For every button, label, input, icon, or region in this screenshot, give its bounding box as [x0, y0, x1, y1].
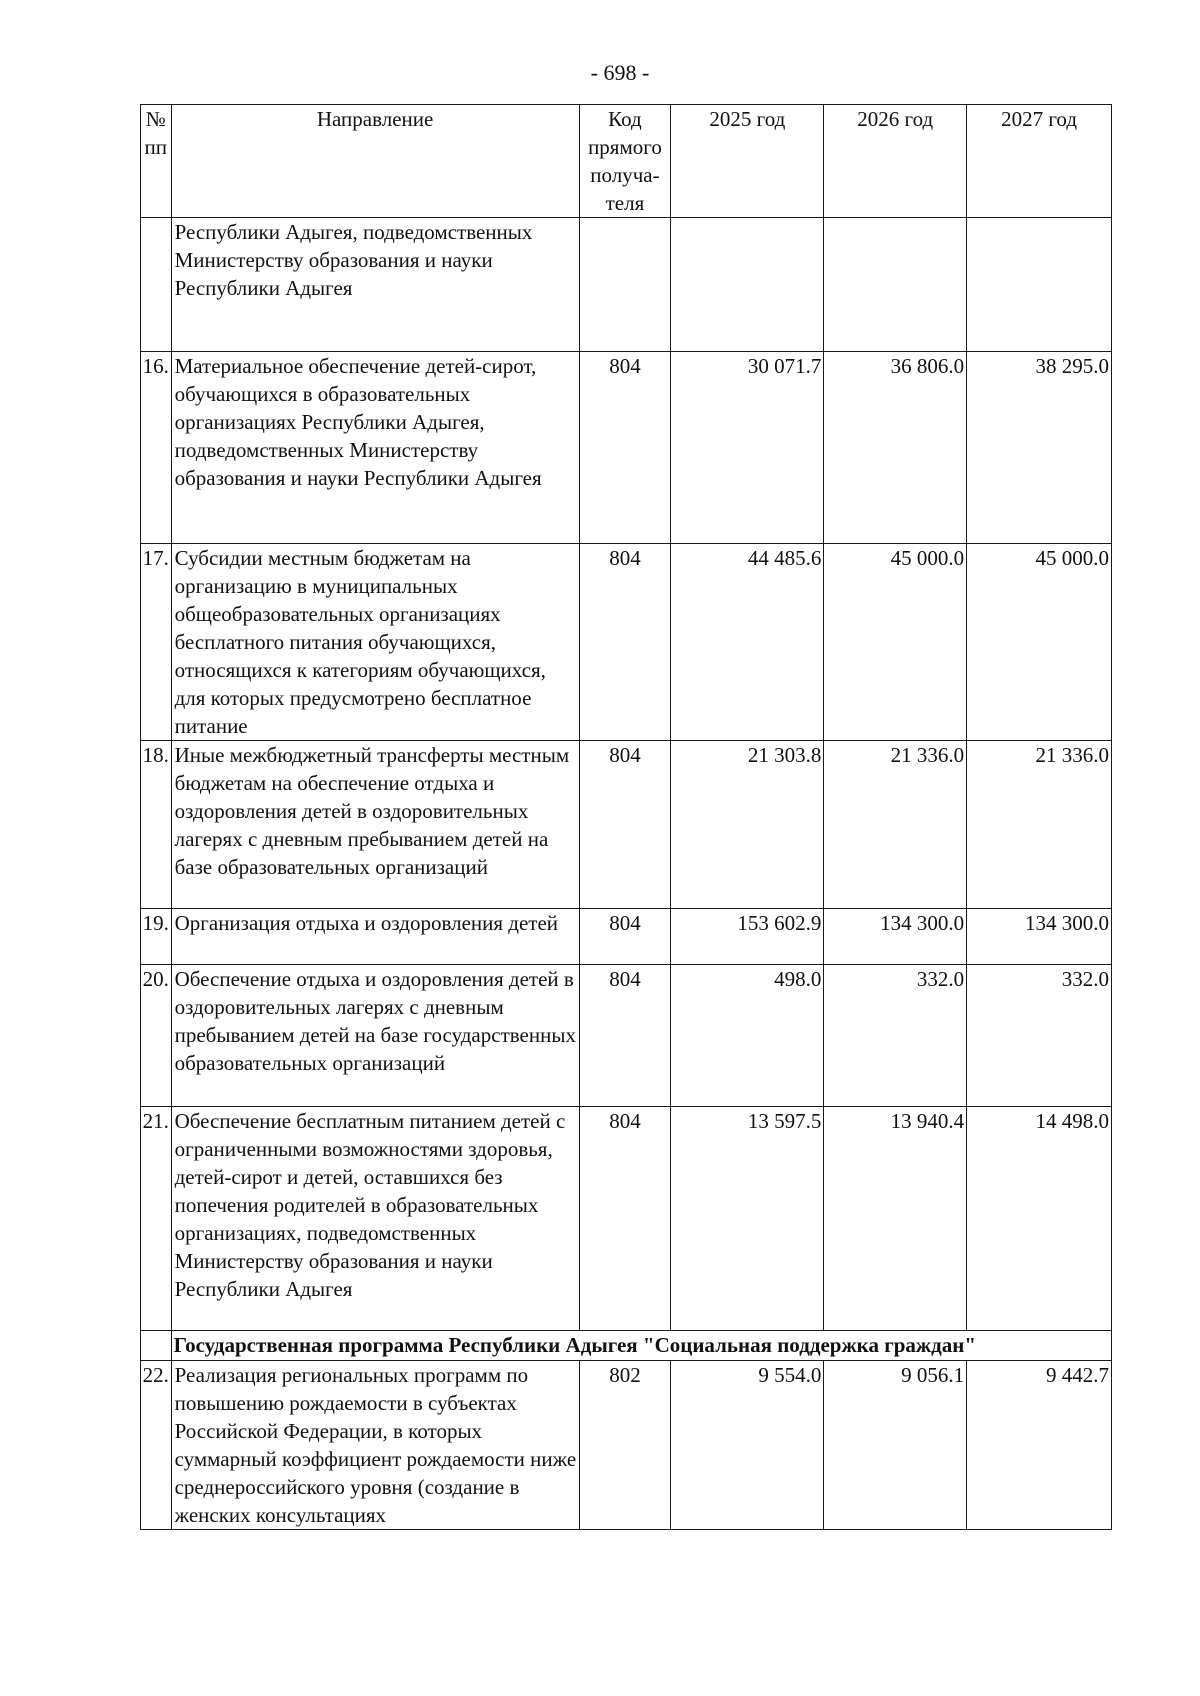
cell-direction: Реализация региональных программ по повышению рождаемости в субъектах Российской Федерации, в которых суммарный коэффициент рождаемости ниже среднероссийского уровня (создание в женских консультациях [171, 1361, 579, 1530]
cell-code: 804 [579, 741, 671, 909]
cell-num: 20. [141, 965, 172, 1107]
cell-2027: 134 300.0 [967, 909, 1112, 965]
cell-num: 21. [141, 1107, 172, 1331]
cell-2025: 9 554.0 [671, 1361, 824, 1530]
table-row [141, 1361, 1112, 1530]
cell-direction: Республики Адыгея, подведомственных Министерству образования и науки Республики Адыгея [171, 218, 579, 352]
header-2026: 2026 год [824, 105, 967, 218]
table-row [141, 544, 1112, 741]
header-2027: 2027 год [967, 105, 1112, 218]
header-2025: 2025 год [671, 105, 824, 218]
cell-code: 804 [579, 544, 671, 741]
cell-2026: 45 000.0 [824, 544, 967, 741]
cell-code: 804 [579, 965, 671, 1107]
cell-2027: 9 442.7 [967, 1361, 1112, 1530]
table-row [141, 965, 1112, 1107]
cell-direction: Материальное обеспечение детей-сирот, обучающихся в образовательных организациях Республики Адыгея, подведомственных Министерству образования и науки Республики Адыгея [171, 352, 579, 544]
cell-code: 804 [579, 909, 671, 965]
header-code: Код прямого получа-теля [579, 105, 671, 218]
cell-num: 19. [141, 909, 172, 965]
cell-2027 [967, 218, 1112, 352]
program-title-row [141, 1331, 1112, 1361]
budget-table [140, 104, 1112, 1530]
table-row [141, 909, 1112, 965]
cell-code: 804 [579, 352, 671, 544]
cell-num [141, 218, 172, 352]
cell-2025 [671, 218, 824, 352]
cell-2025: 153 602.9 [671, 909, 824, 965]
cell-2026: 36 806.0 [824, 352, 967, 544]
table-row-continuation [141, 218, 1112, 352]
cell-2027: 38 295.0 [967, 352, 1112, 544]
cell-direction: Организация отдыха и оздоровления детей [171, 909, 579, 965]
cell-2027: 45 000.0 [967, 544, 1112, 741]
cell-2025: 13 597.5 [671, 1107, 824, 1331]
program-empty-cell [141, 1331, 172, 1361]
table-row [141, 741, 1112, 909]
cell-code [579, 218, 671, 352]
cell-2026: 332.0 [824, 965, 967, 1107]
cell-code: 802 [579, 1361, 671, 1530]
cell-num: 16. [141, 352, 172, 544]
cell-direction: Иные межбюджетный трансферты местным бюджетам на обеспечение отдыха и оздоровления детей в оздоровительных лагерях с дневным пребыванием детей на базе образовательных организаций [171, 741, 579, 909]
cell-2025: 498.0 [671, 965, 824, 1107]
page-number: - 698 - [590, 60, 650, 85]
header-direction: Направление [171, 105, 579, 218]
cell-2026: 9 056.1 [824, 1361, 967, 1530]
table-row [141, 352, 1112, 544]
cell-2025: 30 071.7 [671, 352, 824, 544]
header-num: № пп [141, 105, 172, 218]
cell-direction: Обеспечение отдыха и оздоровления детей в оздоровительных лагерях с дневным пребыванием детей на базе государственных образовательных организаций [171, 965, 579, 1107]
cell-2027: 21 336.0 [967, 741, 1112, 909]
cell-2027: 332.0 [967, 965, 1112, 1107]
cell-num: 22. [141, 1361, 172, 1530]
table-row [141, 1107, 1112, 1331]
cell-2025: 21 303.8 [671, 741, 824, 909]
cell-num: 17. [141, 544, 172, 741]
cell-2026: 134 300.0 [824, 909, 967, 965]
cell-direction: Субсидии местным бюджетам на организацию в муниципальных общеобразовательных организациях бесплатного питания обучающихся, относящихся к категориям обучающихся, для которых предусмотрено бесплатное питание [171, 544, 579, 741]
cell-code: 804 [579, 1107, 671, 1331]
cell-2026 [824, 218, 967, 352]
cell-num: 18. [141, 741, 172, 909]
cell-direction: Обеспечение бесплатным питанием детей с ограниченными возможностями здоровья, детей-сирот и детей, оставшихся без попечения родителей в образовательных организациях, подведомственных Министерству образования и науки Республики Адыгея [171, 1107, 579, 1331]
cell-2025: 44 485.6 [671, 544, 824, 741]
cell-2027: 14 498.0 [967, 1107, 1112, 1331]
program-title: Государственная программа Республики Адыгея "Социальная поддержка граждан" [171, 1331, 1111, 1361]
cell-2026: 13 940.4 [824, 1107, 967, 1331]
table-header-row [141, 105, 1112, 218]
cell-2026: 21 336.0 [824, 741, 967, 909]
